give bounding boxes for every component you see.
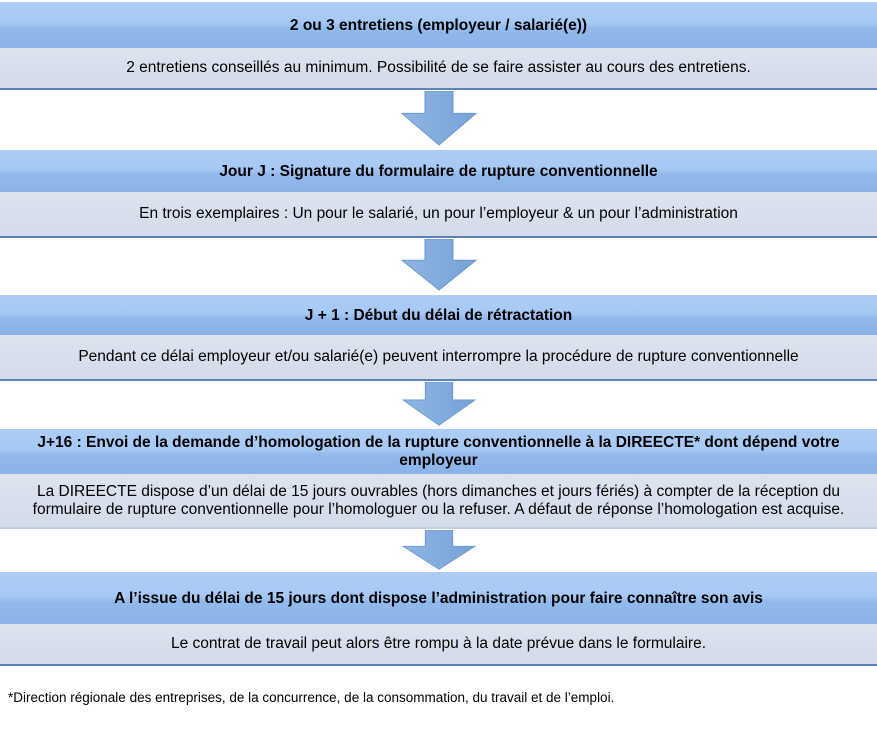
down-arrow-icon [399, 91, 479, 146]
down-arrow-icon [399, 239, 479, 291]
step-1-description: 2 entretiens conseillés au minimum. Possibilité de se faire assister au cours des entretiens. [0, 48, 877, 90]
step-5-description: Le contrat de travail peut alors être rompu à la date prévue dans le formulaire. [0, 624, 877, 666]
step-2-description: En trois exemplaires : Un pour le salarié, un pour l’employeur & un pour l’administration [0, 192, 877, 238]
down-arrow-icon [400, 530, 478, 570]
step-1-header: 2 ou 3 entretiens (employeur / salarié(e)) [0, 2, 877, 48]
step-3-description: Pendant ce délai employeur et/ou salarié(e) peuvent interrompre la procédure de rupture conventionnelle [0, 335, 877, 381]
footnote: *Direction régionale des entreprises, de la concurrence, de la consommation, du travail et de l’emploi. [8, 690, 615, 705]
step-3-header: J + 1 : Début du délai de rétractation [0, 295, 877, 335]
connector-1 [0, 90, 877, 150]
step-4-description: La DIREECTE dispose d’un délai de 15 jours ouvrables (hors dimanches et jours fériés) à compter de la réception du formulaire de rupture conventionnelle pour l’homologuer ou la refuser. A défaut de réponse l’homologation est acquise. [0, 474, 877, 529]
down-arrow-icon [400, 382, 478, 426]
step-5-header: A l’issue du délai de 15 jours dont dispose l’administration pour faire connaître son avis [0, 572, 877, 624]
connector-3 [0, 381, 877, 429]
step-2-header: Jour J : Signature du formulaire de rupture conventionnelle [0, 150, 877, 192]
connector-2 [0, 238, 877, 295]
connector-4 [0, 529, 877, 572]
step-4-header: J+16 : Envoi de la demande d’homologation de la rupture conventionnelle à la DIREECTE* dont dépend votre employeur [0, 429, 877, 474]
